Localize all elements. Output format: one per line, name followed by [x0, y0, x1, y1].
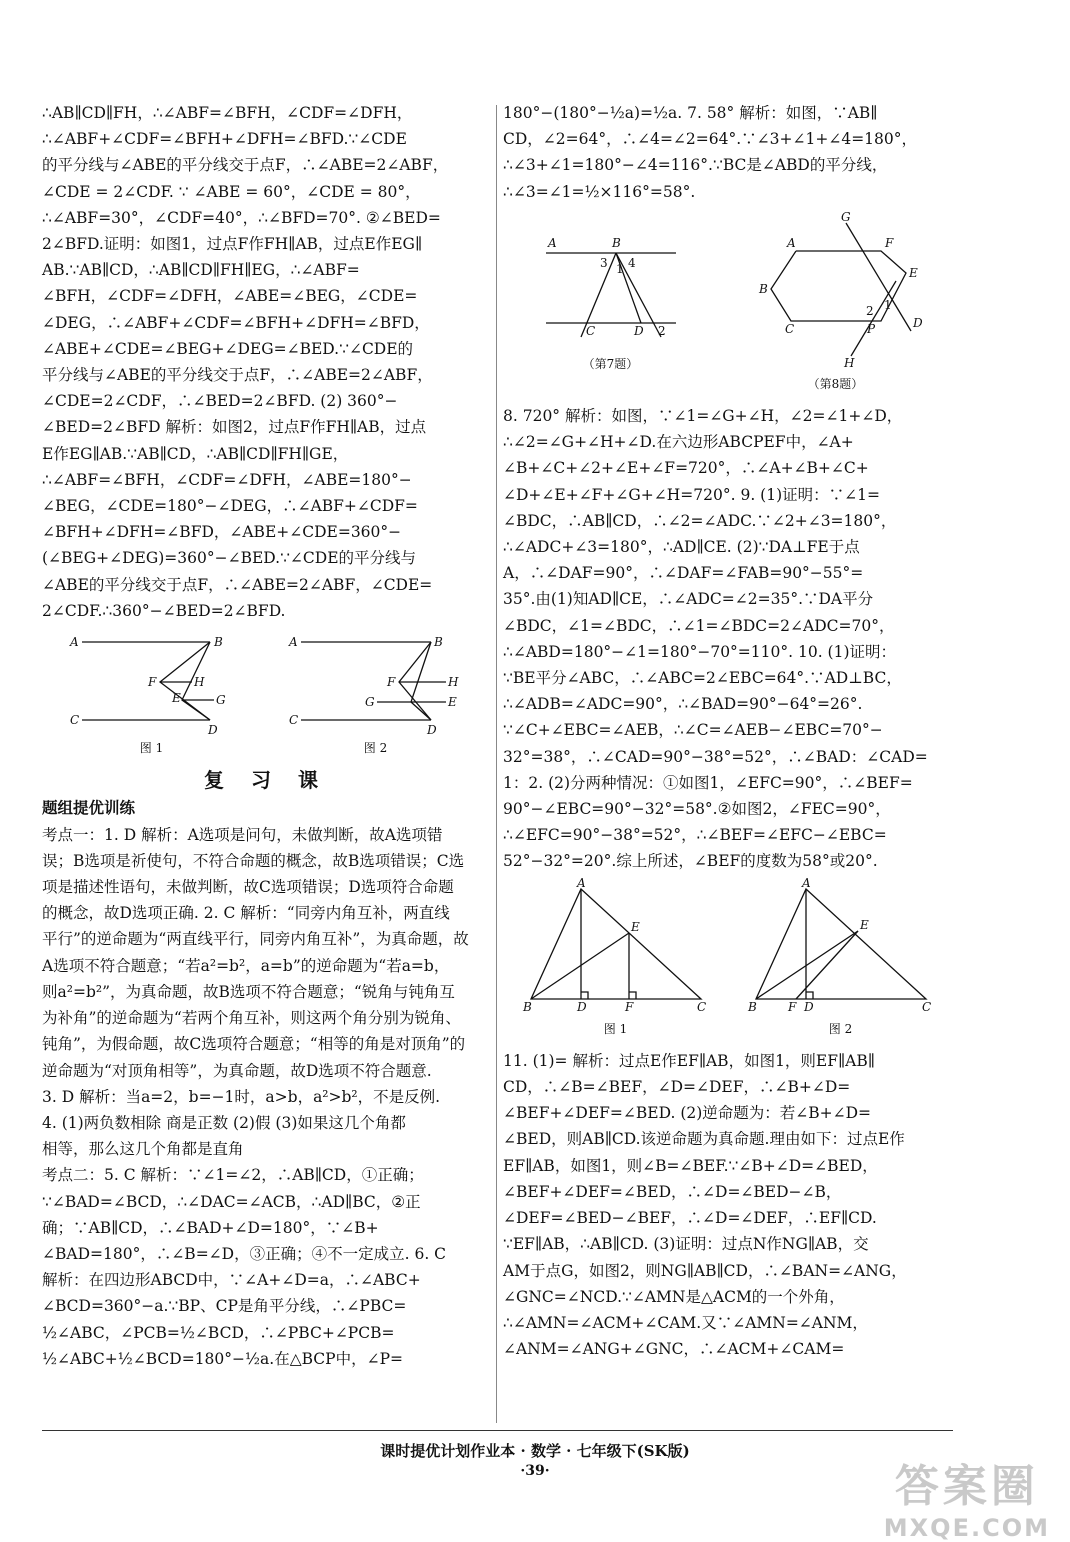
- svg-text:B: B: [758, 281, 768, 296]
- svg-text:1: 1: [883, 297, 892, 312]
- svg-text:F: F: [787, 999, 796, 1014]
- svg-text:B: B: [522, 999, 532, 1014]
- text-line: 平分线与∠ABE的平分线交于点F，∴∠ABE=2∠ABF，: [42, 366, 433, 385]
- text-line: ∠BCD=360°−a.∵BP、CP是角平分线，∴∠PBC=: [42, 1297, 407, 1316]
- text-line: E作EG∥AB.∵AB∥CD，∴AB∥CD∥FH∥GE，: [42, 444, 349, 463]
- svg-text:D: D: [426, 723, 437, 738]
- svg-text:P: P: [866, 321, 875, 336]
- text-line: ∠ANM=∠ANG+∠GNC，∴∠ACM+∠CAM=: [503, 1340, 845, 1359]
- watermark-logo: [884, 1450, 1050, 1542]
- svg-text:E: E: [630, 919, 640, 934]
- text-line: ∠DEF=∠BED−∠BEF，∴∠D=∠DEF，∴EF∥CD.: [503, 1209, 877, 1228]
- text-line: 则a²=b²”，为真命题，故B选项不符合题意；“锐角与钝角互: [42, 982, 455, 1001]
- text-line: ∴∠ABF=∠BFH，∠CDF=∠DFH，∠ABE=180°−: [42, 470, 412, 489]
- text-line: ∠BED，则AB∥CD.该逆命题为真命题.理由如下：过点E作: [503, 1130, 905, 1149]
- text-line: ½∠ABC，∠PCB=½∠BCD，∴∠PBC+∠PCB=: [42, 1323, 395, 1342]
- figure-q8: [751, 211, 921, 397]
- text-line: 52°−32°=20°.综上所述，∠BEF的度数为58°或20°.: [503, 852, 878, 871]
- svg-text:C: C: [696, 999, 706, 1014]
- svg-text:F: F: [147, 675, 156, 690]
- svg-text:C: C: [921, 999, 931, 1014]
- svg-text:A: A: [69, 635, 79, 650]
- figure-q8-diagram: [751, 211, 921, 371]
- text-line: ∠BDC，∠1=∠BDC，∴∠1=∠BDC=2∠ADC=70°，: [503, 616, 895, 635]
- figure-q7-diagram: [536, 211, 686, 351]
- text-line: ∴∠ABF+∠CDF=∠BFH+∠DFH=∠BFD.∵∠CDE: [42, 130, 407, 149]
- text-line: 误；B选项是祈使句，不符合命题的概念，故B选项错误；C选: [42, 851, 465, 870]
- right-column: [503, 100, 953, 1362]
- figure-1-caption: 图 1: [139, 741, 164, 756]
- text-line: 11. (1)= 解析：过点E作EF∥AB，如图1，则EF∥AB∥: [503, 1051, 875, 1070]
- svg-text:B: B: [213, 635, 223, 650]
- svg-text:A: A: [547, 235, 557, 250]
- text-line: 确；∵AB∥CD，∴∠BAD+∠D=180°，∵∠B+: [42, 1218, 379, 1237]
- left-paragraph-2: [42, 822, 490, 1372]
- svg-text:D: D: [207, 723, 218, 738]
- text-line: ∴∠3=∠1=½×116°=58°.: [503, 182, 696, 201]
- text-line: ∠BFH，∠CDF=∠DFH，∠ABE=∠BEG，∠CDE=: [42, 287, 418, 306]
- text-line: ∠BEG，∠CDE=180°−∠DEG，∴∠ABF+∠CDF=: [42, 497, 418, 516]
- text-line: 2∠CDF.∴360°−∠BED=2∠BFD.: [42, 601, 286, 620]
- figure-q10-2: [746, 875, 936, 1042]
- figure-q10-1: [521, 875, 711, 1042]
- svg-text:1: 1: [615, 261, 624, 276]
- text-line: 4. (1)两负数相除 商是正数 (2)假 (3)如果这几个角都: [42, 1113, 406, 1132]
- text-line: ∴∠ADC+∠3=180°，∴AD∥CE. (2)∵DA⊥FE于点: [503, 538, 860, 557]
- text-line: ∠BFH+∠DFH=∠BFD，∠ABE+∠CDE=360°−: [42, 523, 402, 542]
- text-line: ∵∠BAD=∠BCD，∴∠DAC=∠ACB，∴AD∥BC，②正: [42, 1192, 421, 1211]
- left-paragraph-1: [42, 100, 490, 624]
- text-line: ∠GNC=∠NCD.∵∠AMN是△ACM的一个外角，: [503, 1287, 845, 1306]
- svg-text:B: B: [747, 999, 757, 1014]
- svg-text:G: G: [840, 209, 851, 224]
- svg-text:H: H: [843, 355, 854, 370]
- text-line: ∴∠3+∠1=180°−∠4=116°.∵BC是∠ABD的平分线，: [503, 156, 888, 175]
- page-number: ·39·: [520, 1463, 550, 1479]
- text-line: ∠D+∠E+∠F+∠G+∠H=720°. 9. (1)证明：∵∠1=: [503, 485, 880, 504]
- figure-q8-caption: （第8题）: [807, 376, 864, 391]
- svg-text:F: F: [624, 999, 633, 1014]
- text-line: (∠BEG+∠DEG)=360°−∠BED.∵∠CDE的平分线与: [42, 549, 417, 568]
- svg-text:H: H: [447, 675, 458, 690]
- svg-text:B: B: [611, 235, 621, 250]
- svg-text:2: 2: [657, 323, 666, 338]
- svg-text:4: 4: [627, 255, 636, 270]
- svg-text:A: A: [786, 235, 796, 250]
- svg-text:G: G: [364, 695, 375, 710]
- text-line: CD，∠2=64°，∴∠4=∠2=64°.∵∠3+∠1+∠4=180°，: [503, 130, 918, 149]
- text-line: ∠BAD=180°，∴∠B=∠D，③正确；④不一定成立. 6. C: [42, 1244, 447, 1263]
- text-line: 平行”的逆命题为“两直线平行，同旁内角互补”，为真命题，故: [42, 930, 469, 949]
- svg-text:E: E: [908, 265, 918, 280]
- text-line: ∠BED=2∠BFD 解析：如图2，过点F作FH∥AB，过点: [42, 418, 427, 437]
- text-line: ∵∠C+∠EBC=∠AEB，∴∠C=∠AEB−∠EBC=70°−: [503, 721, 883, 740]
- column-divider: [496, 105, 497, 1423]
- text-line: ∴∠2=∠G+∠H+∠D.在六边形ABCPEF中，∠A+: [503, 433, 854, 452]
- text-line: AM于点G，如图2，则NG∥AB∥CD，∴∠BAN=∠ANG，: [503, 1261, 907, 1280]
- text-line: 的平分线与∠ABE的平分线交于点F，∴∠ABE=2∠ABF，: [42, 156, 449, 175]
- text-line: AB.∵AB∥CD，∴AB∥CD∥FH∥EG，∴∠ABF=: [42, 261, 360, 280]
- figure-2-diagram: [281, 630, 471, 738]
- left-column: [42, 100, 490, 1372]
- svg-text:3: 3: [599, 255, 608, 270]
- svg-text:E: E: [859, 917, 869, 932]
- figure-2: [281, 630, 471, 761]
- text-line: EF∥AB，如图1，则∠B=∠BEF.∵∠B+∠D=∠BED，: [503, 1156, 878, 1175]
- right-paragraph-2: [503, 403, 953, 875]
- text-line: 考点二：5. C 解析：∵∠1=∠2，∴AB∥CD，①正确；: [42, 1166, 424, 1185]
- figure-q7: [536, 211, 686, 397]
- text-line: 32°=38°，∴∠CAD=90°−38°=52°，∴∠BAD：∠CAD=: [503, 747, 928, 766]
- text-line: 为补角”的逆命题为“若两个角互补，则这两个角分别为锐角、: [42, 1009, 461, 1028]
- svg-text:C: C: [784, 321, 794, 336]
- text-line: ∵BE平分∠ABC，∴∠ABC=2∠EBC=64°.∵AD⊥BC，: [503, 669, 902, 688]
- svg-text:C: C: [585, 323, 595, 338]
- figure-q10-1-diagram: [521, 875, 711, 1016]
- text-line: 钝角”，为假命题，故C选项符合题意；“相等的角是对顶角”的: [42, 1035, 466, 1054]
- svg-text:A: A: [576, 875, 586, 890]
- watermark-text: 答案圈: [894, 1461, 1039, 1512]
- text-line: 35°.由(1)知AD∥CE，∴∠ADC=∠2=35°.∵DA平分: [503, 590, 874, 609]
- text-line: 项是描述性语句，未做判断，故C选项错误；D选项符合命题: [42, 878, 454, 897]
- text-line: ∴∠AMN=∠ACM+∠CAM.又∵∠AMN=∠ANM，: [503, 1313, 868, 1332]
- text-line: CD，∴∠B=∠BEF，∠D=∠DEF，∴∠B+∠D=: [503, 1078, 851, 1097]
- svg-text:2: 2: [865, 303, 874, 318]
- figure-1: [62, 630, 242, 761]
- text-line: 逆命题为“对顶角相等”，为真命题，故D选项不符合题意.: [42, 1061, 432, 1080]
- svg-text:F: F: [386, 675, 395, 690]
- figure-q10-1-caption: 图 1: [603, 1021, 628, 1036]
- right-figures-mid: [503, 875, 953, 1042]
- subheading: 题组提优训练: [42, 798, 136, 818]
- text-line: 2∠BFD.证明：如图1，过点F作FH∥AB，过点E作EG∥: [42, 235, 423, 254]
- text-line: 90°−∠EBC=90°−32°=58°.②如图2，∠FEC=90°，: [503, 800, 891, 819]
- figure-2-caption: 图 2: [363, 741, 388, 756]
- footer-rule: [42, 1430, 953, 1431]
- text-line: ∠BEF+∠DEF=∠BED，∴∠D=∠BED−∠B，: [503, 1182, 842, 1201]
- text-line: 1：2. (2)分两种情况：①如图1，∠EFC=90°，∴∠BEF=: [503, 773, 913, 792]
- text-line: ∠ABE的平分线交于点F，∴∠ABE=2∠ABF，∠CDE=: [42, 575, 433, 594]
- svg-text:A: A: [288, 635, 298, 650]
- svg-text:C: C: [288, 713, 298, 728]
- text-line: ∴∠ABD=180°−∠1=180°−70°=110°. 10. (1)证明：: [503, 642, 897, 661]
- text-line: ∵EF∥AB，∴AB∥CD. (3)证明：过点N作NG∥AB，交: [503, 1235, 869, 1254]
- text-line: A，∴∠DAF=90°，∴∠DAF=∠FAB=90°−55°=: [503, 564, 864, 583]
- text-line: 考点一：1. D 解析：A选项是问句，未做判断，故A选项错: [42, 825, 443, 844]
- text-line: 180°−(180°−½a)=½a. 7. 58° 解析：如图，∵AB∥: [503, 104, 878, 122]
- figure-q7-caption: （第7题）: [582, 356, 639, 371]
- text-line: ∴∠ADB=∠ADC=90°，∴∠BAD=90°−64°=26°.: [503, 695, 863, 714]
- right-figures-top: [503, 211, 953, 397]
- svg-text:E: E: [447, 695, 457, 710]
- svg-text:D: D: [912, 315, 923, 330]
- svg-text:E: E: [171, 691, 181, 706]
- right-paragraph-3: [503, 1048, 953, 1362]
- text-line: ∠BEF+∠DEF=∠BED. (2)逆命题为：若∠B+∠D=: [503, 1104, 872, 1123]
- text-line: 的概念，故D选项正确. 2. C 解析：“同旁内角互补，两直线: [42, 904, 450, 923]
- text-line: 解析：在四边形ABCD中，∵∠A+∠D=a，∴∠ABC+: [42, 1271, 421, 1290]
- footer-title: 课时提优计划作业本 · 数学 · 七年级下(SK版): [380, 1442, 690, 1460]
- svg-text:B: B: [433, 635, 443, 650]
- left-figures: [42, 630, 490, 761]
- svg-text:G: G: [215, 693, 226, 708]
- text-line: ∴∠ABF=30°，∠CDF=40°，∴∠BFD=70°. ②∠BED=: [42, 208, 441, 227]
- svg-text:A: A: [801, 875, 811, 890]
- text-line: 相等，那么这几个角都是直角: [42, 1140, 244, 1159]
- figure-q10-2-caption: 图 2: [828, 1021, 853, 1036]
- text-line: 8. 720° 解析：如图，∵∠1=∠G+∠H，∠2=∠1+∠D，: [503, 407, 903, 426]
- text-line: 3. D 解析：当a=2，b=−1时，a>b，a²>b²，不是反例.: [42, 1087, 441, 1106]
- svg-text:H: H: [193, 675, 204, 690]
- right-paragraph-1: [503, 100, 953, 205]
- svg-text:F: F: [884, 235, 893, 250]
- text-line: A选项不符合题意；“若a²=b²，a=b”的逆命题为“若a=b，: [42, 956, 450, 975]
- text-line: ∠B+∠C+∠2+∠E+∠F=720°，∴∠A+∠B+∠C+: [503, 459, 869, 478]
- figure-1-diagram: [62, 630, 242, 738]
- svg-text:C: C: [69, 713, 79, 728]
- text-line: ∠CDE = 2∠CDF. ∵ ∠ABE = 60°，∠CDE = 80°，: [42, 182, 421, 201]
- text-line: ∠ABE+∠CDE=∠BEG+∠DEG=∠BED.∵∠CDE的: [42, 339, 414, 358]
- text-line: ∠BDC，∴AB∥CD，∴∠2=∠ADC.∵∠2+∠3=180°，: [503, 511, 897, 530]
- svg-text:D: D: [803, 999, 814, 1014]
- text-line: ∴∠EFC=90°−38°=52°，∴∠BEF=∠EFC−∠EBC=: [503, 826, 887, 845]
- text-line: ∠DEG，∴∠ABF+∠CDF=∠BFH+∠DFH=∠BFD，: [42, 313, 430, 332]
- text-line: ∴AB∥CD∥FH，∴∠ABF=∠BFH，∠CDF=∠DFH，: [42, 104, 413, 122]
- svg-text:D: D: [576, 999, 587, 1014]
- svg-text:D: D: [633, 323, 644, 338]
- text-line: ∠CDE=2∠CDF，∴∠BED=2∠BFD. (2) 360°−: [42, 392, 398, 411]
- text-line: ½∠ABC+½∠BCD=180°−½a.在△BCP中，∠P=: [42, 1349, 403, 1368]
- section-title: 复 习 课: [204, 768, 328, 793]
- figure-q10-2-diagram: [746, 875, 936, 1016]
- watermark-url: MXQE.COM: [883, 1514, 1050, 1542]
